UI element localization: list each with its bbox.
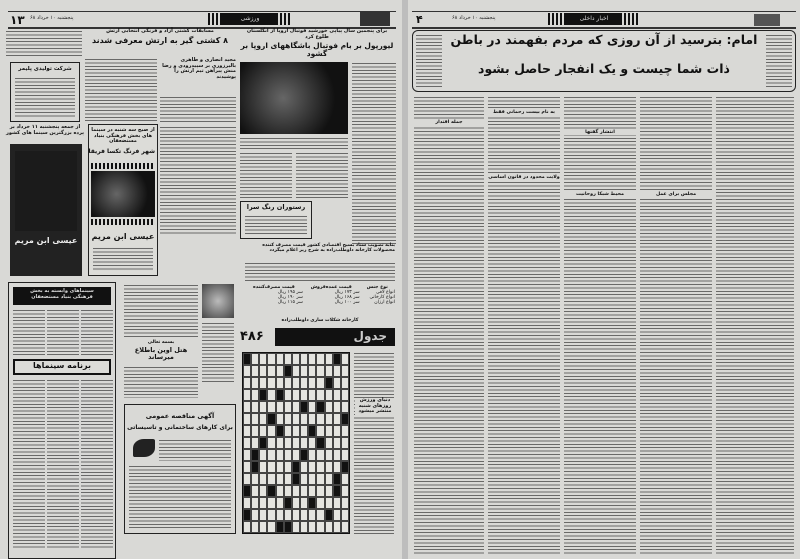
crossword-cell[interactable] bbox=[251, 497, 259, 509]
article-text bbox=[296, 152, 348, 200]
crossword-cell[interactable] bbox=[284, 473, 292, 485]
subhead: جمله اقتدار bbox=[414, 120, 484, 125]
crossword-cell[interactable] bbox=[243, 449, 251, 461]
crossword-cell[interactable] bbox=[276, 413, 284, 425]
cinema-ad-right-kicker: از صبح سه شنبه در سینما های بخش فرهنگی بنیاد مستضعفان bbox=[91, 127, 155, 144]
crossword-cell[interactable] bbox=[284, 425, 292, 437]
article-column bbox=[564, 96, 636, 554]
article-text bbox=[202, 322, 234, 384]
crossword-cell[interactable] bbox=[300, 365, 308, 377]
film-ad-right bbox=[88, 124, 158, 276]
crossword-cell[interactable] bbox=[308, 377, 316, 389]
crossword-cell[interactable] bbox=[251, 425, 259, 437]
crossword-block bbox=[308, 497, 316, 509]
crossword-cell[interactable] bbox=[243, 497, 251, 509]
crossword-cell[interactable] bbox=[276, 437, 284, 449]
crossword-cell[interactable] bbox=[267, 353, 275, 365]
crossword-cell[interactable] bbox=[341, 497, 349, 509]
crossword-cell[interactable] bbox=[292, 521, 300, 533]
company-ad bbox=[10, 62, 80, 122]
table-row: انواع ارزان سر ۱۰۰ ریال سر ۱۱۵ ریال bbox=[277, 300, 395, 305]
date-line: پنجشنبه ۱۰ خرداد ۶۸ bbox=[452, 15, 496, 21]
crossword-grid[interactable] bbox=[242, 352, 350, 534]
program-text bbox=[81, 309, 113, 357]
divider bbox=[412, 27, 796, 29]
crossword-cell[interactable] bbox=[292, 449, 300, 461]
crossword-cell[interactable] bbox=[284, 353, 292, 365]
price-table-footer: کارخانه شکلات سازی داوطلب‌زاده bbox=[281, 318, 359, 323]
price-notice: بنابه تصویب ستاد بسیج اقتصادی کشور قیمت مصرف کننده محصولات کارخانه داوطلب‌زاده به شرح زیر اعلام میگردد bbox=[262, 243, 395, 254]
cinema-ad-right-sub: شهر فرنگ تکسا فریقا bbox=[88, 148, 155, 155]
crossword-cell[interactable] bbox=[325, 401, 333, 413]
crossword-cell[interactable] bbox=[341, 401, 349, 413]
table-row: انواع کارخانی سر ۱۶۸ ریال سر ۱۹۰ ریال bbox=[277, 295, 395, 300]
crossword-cell[interactable] bbox=[267, 437, 275, 449]
crossword-cell[interactable] bbox=[333, 401, 341, 413]
program-text bbox=[47, 379, 79, 549]
article-text bbox=[160, 96, 236, 122]
crossword-cell[interactable] bbox=[243, 461, 251, 473]
crossword-cell[interactable] bbox=[308, 365, 316, 377]
crossword-cell[interactable] bbox=[243, 365, 251, 377]
crossword-cell[interactable] bbox=[325, 389, 333, 401]
crossword-cell[interactable] bbox=[267, 425, 275, 437]
crossword-cell[interactable] bbox=[292, 425, 300, 437]
crossword-cell[interactable] bbox=[259, 521, 267, 533]
film-title: عیسی ابن مریم bbox=[91, 232, 155, 241]
crossword-cell[interactable] bbox=[259, 485, 267, 497]
crossword-cell[interactable] bbox=[308, 473, 316, 485]
crossword-cell[interactable] bbox=[341, 365, 349, 377]
crossword-cell[interactable] bbox=[292, 365, 300, 377]
crossword-block bbox=[333, 485, 341, 497]
crossword-cell[interactable] bbox=[333, 425, 341, 437]
crossword-number: ۴۸۶ bbox=[240, 329, 264, 344]
crossword-block bbox=[243, 353, 251, 365]
crossword-cell[interactable] bbox=[333, 509, 341, 521]
article-text bbox=[240, 152, 292, 200]
crossword-cell[interactable] bbox=[325, 497, 333, 509]
crossword-cell[interactable] bbox=[308, 509, 316, 521]
crossword-cell[interactable] bbox=[284, 449, 292, 461]
crossword-block bbox=[333, 473, 341, 485]
crossword-cell[interactable] bbox=[267, 401, 275, 413]
crossword-block bbox=[243, 509, 251, 521]
crossword-cell[interactable] bbox=[325, 461, 333, 473]
crossword-cell[interactable] bbox=[333, 449, 341, 461]
article-text bbox=[352, 62, 396, 246]
crossword-block bbox=[316, 401, 324, 413]
crossword-cell[interactable] bbox=[251, 509, 259, 521]
crossword-block bbox=[251, 461, 259, 473]
crossword-cell[interactable] bbox=[292, 377, 300, 389]
crossword-cell[interactable] bbox=[308, 413, 316, 425]
crossword-cell[interactable] bbox=[243, 437, 251, 449]
crossword-cell[interactable] bbox=[308, 389, 316, 401]
crossword-cell[interactable] bbox=[316, 389, 324, 401]
crossword-cell[interactable] bbox=[300, 377, 308, 389]
crossword-block bbox=[292, 473, 300, 485]
crossword-block bbox=[259, 389, 267, 401]
crossword-block bbox=[316, 437, 324, 449]
crossword-cell[interactable] bbox=[300, 461, 308, 473]
crossword-cell[interactable] bbox=[300, 353, 308, 365]
crossword-cell[interactable] bbox=[276, 365, 284, 377]
crossword-cell[interactable] bbox=[316, 497, 324, 509]
crossword-cell[interactable] bbox=[243, 413, 251, 425]
crossword-cell[interactable] bbox=[276, 497, 284, 509]
crossword-cell[interactable] bbox=[316, 353, 324, 365]
company-ad-title: شرکت تولیدی پلیمر bbox=[18, 66, 72, 72]
hotel-headline: هتل اوین باطلاع میرساند bbox=[134, 346, 188, 362]
ad-text bbox=[129, 465, 231, 529]
crossword-cell[interactable] bbox=[341, 449, 349, 461]
tender-kicker: آگهی مناقصه عمومی bbox=[145, 412, 215, 420]
crossword-cell[interactable] bbox=[243, 473, 251, 485]
subhead: انتشار گفتها bbox=[564, 130, 636, 135]
crossword-cell[interactable] bbox=[341, 509, 349, 521]
crossword-cell[interactable] bbox=[292, 389, 300, 401]
crossword-cell[interactable] bbox=[243, 377, 251, 389]
crossword-cell[interactable] bbox=[259, 377, 267, 389]
crossword-block bbox=[308, 425, 316, 437]
film-title: عیسی ابن مریم bbox=[14, 236, 78, 245]
divider bbox=[8, 11, 396, 12]
crossword-cell[interactable] bbox=[267, 449, 275, 461]
article-column bbox=[414, 96, 484, 554]
crossword-cell[interactable] bbox=[333, 461, 341, 473]
crossword-cell[interactable] bbox=[276, 353, 284, 365]
crossword-cell[interactable] bbox=[308, 437, 316, 449]
crossword-cell[interactable] bbox=[333, 389, 341, 401]
crossword-cell[interactable] bbox=[251, 389, 259, 401]
crossword-cell[interactable] bbox=[284, 377, 292, 389]
liverpool-kicker: برای پنجمین سال پیاپی خورشید فوتبال اروپا از انگلستان طلوع کرد bbox=[246, 28, 388, 40]
crossword-cell[interactable] bbox=[276, 401, 284, 413]
crossword-cell[interactable] bbox=[333, 377, 341, 389]
crossword-cell[interactable] bbox=[341, 485, 349, 497]
right-page bbox=[408, 0, 800, 559]
crossword-cell[interactable] bbox=[259, 353, 267, 365]
crossword-cell[interactable] bbox=[341, 425, 349, 437]
crossword-cell[interactable] bbox=[267, 473, 275, 485]
crossword-cell[interactable] bbox=[333, 413, 341, 425]
football-photo bbox=[240, 62, 348, 134]
crossword-block bbox=[267, 413, 275, 425]
section-label: اخبار داخلی bbox=[566, 13, 622, 25]
crossword-cell[interactable] bbox=[284, 509, 292, 521]
price-table bbox=[245, 285, 395, 305]
crossword-cell[interactable] bbox=[300, 509, 308, 521]
crossword-cell[interactable] bbox=[300, 485, 308, 497]
crossword-block bbox=[284, 521, 292, 533]
crossword-block bbox=[284, 365, 292, 377]
crossword-block bbox=[341, 413, 349, 425]
liverpool-headline: لیورپول بر بام فوتبال باشگاههای اروپا بر گشود bbox=[240, 41, 394, 59]
crossword-cell[interactable] bbox=[276, 377, 284, 389]
article-column bbox=[488, 96, 560, 554]
crossword-cell[interactable] bbox=[251, 377, 259, 389]
crossword-cell[interactable] bbox=[267, 497, 275, 509]
date-line: پنجشنبه ۱۰ خرداد ۶۸ bbox=[30, 15, 74, 21]
crossword-cell[interactable] bbox=[284, 485, 292, 497]
crossword-cell[interactable] bbox=[251, 413, 259, 425]
crossword-cell[interactable] bbox=[259, 425, 267, 437]
crossword-cell[interactable] bbox=[308, 401, 316, 413]
crossword-block bbox=[325, 509, 333, 521]
crossword-block bbox=[243, 485, 251, 497]
tender-ad bbox=[124, 404, 236, 534]
crossword-cell[interactable] bbox=[267, 389, 275, 401]
crossword-cell[interactable] bbox=[316, 425, 324, 437]
ad-text bbox=[93, 247, 153, 271]
subhead: به نام بیست رحمانی فقط bbox=[488, 110, 560, 115]
crossword-cell[interactable] bbox=[308, 353, 316, 365]
crossword-clues bbox=[354, 352, 394, 534]
wrestling-kicker: مسابقات کشتی آزاد و فرنگی انتخابی ارتش bbox=[106, 28, 214, 34]
article-text bbox=[766, 34, 792, 88]
crossword-cell[interactable] bbox=[333, 365, 341, 377]
crossword-cell[interactable] bbox=[276, 509, 284, 521]
crossword-cell[interactable] bbox=[259, 401, 267, 413]
film-poster-left bbox=[10, 144, 82, 276]
crossword-cell[interactable] bbox=[316, 365, 324, 377]
crossword-cell[interactable] bbox=[341, 437, 349, 449]
crossword-cell[interactable] bbox=[300, 389, 308, 401]
section-label: ورزشی bbox=[222, 13, 278, 25]
crossword-cell[interactable] bbox=[292, 485, 300, 497]
crossword-banner bbox=[275, 328, 395, 346]
crossword-cell[interactable] bbox=[251, 401, 259, 413]
article-column bbox=[716, 96, 794, 554]
restaurant-title: رستوران رنگ سرا bbox=[246, 203, 306, 211]
crossword-cell[interactable] bbox=[243, 425, 251, 437]
crossword-cell[interactable] bbox=[267, 461, 275, 473]
film-strip bbox=[91, 163, 155, 169]
crossword-cell[interactable] bbox=[292, 509, 300, 521]
crossword-cell[interactable] bbox=[316, 377, 324, 389]
notice-text bbox=[6, 30, 82, 58]
page-number: ۱۳ bbox=[10, 13, 25, 27]
article-text bbox=[416, 34, 442, 88]
crossword-cell[interactable] bbox=[325, 353, 333, 365]
crossword-cell[interactable] bbox=[300, 473, 308, 485]
crossword-cell[interactable] bbox=[316, 485, 324, 497]
program-text bbox=[81, 379, 113, 549]
tender-headline: برای کارهای ساختمانی و تاسیساتی bbox=[127, 424, 233, 431]
table-row: انواع لافی سر ۱۷۳ ریال سر ۱۹۵ ریال bbox=[277, 290, 395, 295]
crossword-cell[interactable] bbox=[308, 485, 316, 497]
film-strip bbox=[91, 219, 155, 225]
table-header: قیمت عمده‌فروش bbox=[310, 285, 352, 290]
crossword-cell[interactable] bbox=[259, 449, 267, 461]
crossword-block bbox=[267, 485, 275, 497]
poster-image bbox=[15, 151, 77, 231]
crossword-cell[interactable] bbox=[276, 485, 284, 497]
program-text bbox=[47, 309, 79, 357]
crossword-cell[interactable] bbox=[251, 437, 259, 449]
crossword-cell[interactable] bbox=[292, 401, 300, 413]
crossword-block bbox=[300, 449, 308, 461]
cinema-program bbox=[8, 282, 116, 559]
subhead: محیط شبکا روحانیت bbox=[564, 192, 636, 197]
crossword-block bbox=[251, 449, 259, 461]
portrait-photo bbox=[202, 284, 234, 318]
crossword-cell[interactable] bbox=[316, 521, 324, 533]
newspaper-logo bbox=[360, 12, 390, 26]
crossword-cell[interactable] bbox=[325, 425, 333, 437]
cinema-ad-left-kicker: از جمعه پنجشنبه ۱۱ خرداد بر پرده بزرگترین سینما های کشور bbox=[6, 124, 84, 136]
restaurant-ad bbox=[240, 201, 312, 239]
crossword-cell[interactable] bbox=[251, 473, 259, 485]
program-text bbox=[13, 379, 45, 549]
program-banner bbox=[13, 287, 111, 305]
subhead: ولایت محدود در قانون اساسی bbox=[488, 175, 560, 180]
crossword-cell[interactable] bbox=[251, 521, 259, 533]
crossword-cell[interactable] bbox=[259, 497, 267, 509]
notice-text bbox=[245, 262, 395, 282]
crossword-cell[interactable] bbox=[325, 437, 333, 449]
crossword-block bbox=[341, 461, 349, 473]
divider bbox=[412, 11, 796, 12]
crossword-cell[interactable] bbox=[341, 521, 349, 533]
crossword-cell[interactable] bbox=[325, 473, 333, 485]
page-number: ۴ bbox=[416, 13, 423, 26]
crossword-cell[interactable] bbox=[316, 413, 324, 425]
crossword-cell[interactable] bbox=[292, 497, 300, 509]
crossword-cell[interactable] bbox=[341, 353, 349, 365]
crossword-cell[interactable] bbox=[251, 353, 259, 365]
crossword-cell[interactable] bbox=[316, 449, 324, 461]
crossword-block bbox=[276, 389, 284, 401]
crossword-cell[interactable] bbox=[300, 413, 308, 425]
crossword-cell[interactable] bbox=[316, 461, 324, 473]
table-header: قیمت مصرف‌کننده bbox=[253, 285, 295, 290]
table-header: نوع جنس bbox=[366, 285, 388, 290]
crossword-cell[interactable] bbox=[259, 473, 267, 485]
crossword-cell[interactable] bbox=[300, 521, 308, 533]
crossword-cell[interactable] bbox=[300, 437, 308, 449]
main-headline-line-1: امام: بترسید از آن روزی که مردم بفهمند در باطن bbox=[450, 32, 758, 47]
crossword-cell[interactable] bbox=[284, 401, 292, 413]
crossword-cell[interactable] bbox=[292, 437, 300, 449]
program-text bbox=[13, 309, 45, 357]
poster-image bbox=[91, 171, 155, 217]
crossword-cell[interactable] bbox=[308, 521, 316, 533]
ad-text bbox=[124, 284, 198, 338]
crossword-cell[interactable] bbox=[316, 473, 324, 485]
ad-text bbox=[15, 77, 75, 117]
crossword-cell[interactable] bbox=[243, 521, 251, 533]
crossword-block bbox=[259, 437, 267, 449]
crossword-cell[interactable] bbox=[341, 389, 349, 401]
crossword-cell[interactable] bbox=[259, 413, 267, 425]
crossword-block bbox=[276, 521, 284, 533]
crossword-cell[interactable] bbox=[325, 449, 333, 461]
ad-text bbox=[245, 215, 307, 235]
article-text bbox=[85, 58, 157, 122]
crossword-cell[interactable] bbox=[300, 497, 308, 509]
crossword-cell[interactable] bbox=[325, 413, 333, 425]
crossword-cell[interactable] bbox=[325, 485, 333, 497]
crossword-cell[interactable] bbox=[284, 461, 292, 473]
crossword-title: جدول bbox=[353, 329, 387, 343]
program-title: سینماهای وابسته به بخش فرهنگی بنیاد مستضعفان bbox=[30, 288, 94, 300]
crossword-cell[interactable] bbox=[308, 449, 316, 461]
hotel-kicker: بسمه تعالی bbox=[147, 340, 175, 345]
crossword-cell[interactable] bbox=[341, 473, 349, 485]
crossword-cell[interactable] bbox=[267, 521, 275, 533]
crossword-cell[interactable] bbox=[292, 353, 300, 365]
program-title: برنامه سینماها bbox=[33, 361, 91, 370]
crossword-cell[interactable] bbox=[251, 365, 259, 377]
crossword-block bbox=[276, 425, 284, 437]
crossword-cell[interactable] bbox=[276, 449, 284, 461]
article-text bbox=[160, 126, 236, 236]
ad-text bbox=[159, 439, 231, 461]
crossword-cell[interactable] bbox=[259, 365, 267, 377]
crossword-cell[interactable] bbox=[267, 377, 275, 389]
crossword-cell[interactable] bbox=[325, 521, 333, 533]
newspaper-logo bbox=[754, 14, 780, 26]
crossword-cell[interactable] bbox=[276, 461, 284, 473]
crossword-cell[interactable] bbox=[341, 377, 349, 389]
sports-world-note: دنیای ورزش روزهای شنبه منتشر میشود bbox=[355, 398, 395, 415]
main-headline-line-2: ذات شما چیست و یک انفجار حاصل بشود bbox=[478, 61, 730, 76]
crossword-cell[interactable] bbox=[333, 521, 341, 533]
crossword-cell[interactable] bbox=[243, 401, 251, 413]
subhead: مجلس برای عمل bbox=[640, 192, 712, 197]
crossword-cell[interactable] bbox=[243, 389, 251, 401]
crossword-block bbox=[325, 377, 333, 389]
crossword-cell[interactable] bbox=[276, 473, 284, 485]
crossword-cell[interactable] bbox=[300, 425, 308, 437]
ad-text bbox=[124, 366, 198, 398]
wrestling-headline: ۸ کشتی گیر به ارتش معرفی شدند bbox=[91, 36, 229, 45]
crossword-block bbox=[300, 401, 308, 413]
crossword-cell[interactable] bbox=[259, 509, 267, 521]
crossword-cell[interactable] bbox=[259, 461, 267, 473]
crossword-cell[interactable] bbox=[267, 365, 275, 377]
article-column bbox=[640, 96, 712, 554]
program-banner bbox=[13, 359, 111, 375]
bird-logo bbox=[133, 439, 155, 457]
crossword-cell[interactable] bbox=[333, 497, 341, 509]
crossword-cell[interactable] bbox=[292, 413, 300, 425]
wrestling-subheadline: مجید انصاری و طاهری بالیرزوری بر سپیدرودی و رضا منش پیراهن تیم ارتش را پوشیدند bbox=[162, 57, 236, 80]
crossword-cell[interactable] bbox=[316, 509, 324, 521]
crossword-block bbox=[284, 497, 292, 509]
photo-caption bbox=[240, 137, 348, 149]
crossword-block bbox=[333, 353, 341, 365]
crossword-block bbox=[292, 461, 300, 473]
crossword-cell[interactable] bbox=[333, 437, 341, 449]
crossword-cell[interactable] bbox=[325, 365, 333, 377]
crossword-cell[interactable] bbox=[251, 485, 259, 497]
crossword-cell[interactable] bbox=[284, 389, 292, 401]
crossword-cell[interactable] bbox=[284, 413, 292, 425]
crossword-cell[interactable] bbox=[284, 437, 292, 449]
crossword-cell[interactable] bbox=[267, 509, 275, 521]
crossword-cell[interactable] bbox=[308, 461, 316, 473]
